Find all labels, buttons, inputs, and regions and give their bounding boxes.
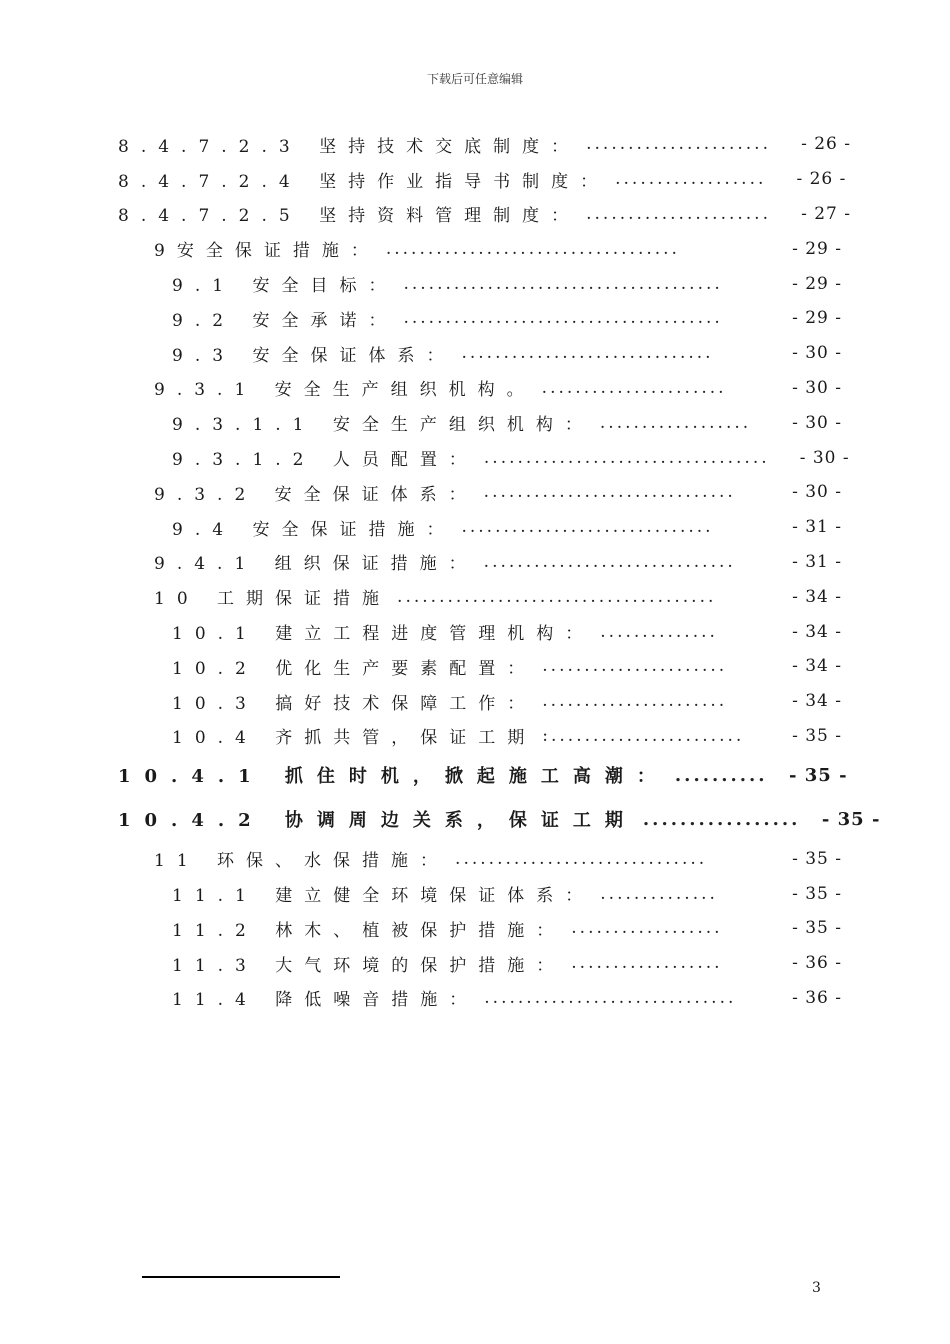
toc-entry-title: 9.2 安全承诺： xyxy=(172,310,398,331)
toc-entry-page: - 35 - xyxy=(792,848,842,869)
toc-entry-page: - 29 - xyxy=(792,238,842,259)
toc-entry[interactable] xyxy=(0,981,950,1016)
toc-entry[interactable] xyxy=(0,231,950,266)
toc-entry[interactable] xyxy=(0,440,950,475)
toc-entry-leader: .............................. xyxy=(461,517,714,538)
toc-entry-page: - 30 - xyxy=(799,447,850,468)
page-number: 3 xyxy=(812,1280,821,1296)
toc-entry-leader: :....................... xyxy=(542,725,745,746)
toc-entry-leader: ...................................... xyxy=(403,308,723,329)
toc-entry-leader: ...................... xyxy=(586,134,771,155)
toc-entry-page: - 31 - xyxy=(792,551,842,572)
toc-entry-leader: ...................................... xyxy=(397,586,717,607)
toc-entry-page: - 30 - xyxy=(792,412,842,433)
toc-entry-page: - 34 - xyxy=(792,586,842,607)
table-of-contents xyxy=(0,127,950,1015)
toc-entry-page: - 35 - xyxy=(789,764,848,786)
toc-entry-page: - 35 - xyxy=(792,918,842,939)
toc-entry-title: 9.1 安全目标： xyxy=(172,276,398,297)
toc-entry-title: 10 工期保证措施 xyxy=(154,589,392,610)
toc-entry-title: 11 环保、水保措施： xyxy=(154,851,450,872)
toc-entry-title: 9.3.1.1 安全生产组织机构： xyxy=(172,415,594,436)
toc-entry-leader: .................. xyxy=(571,918,723,939)
toc-entry-leader: .............................. xyxy=(484,987,737,1008)
toc-entry-leader: ...................... xyxy=(586,203,771,224)
toc-entry[interactable] xyxy=(0,127,950,162)
toc-entry-page: - 29 - xyxy=(792,308,842,329)
page-header: 下载后可任意编辑 xyxy=(426,72,523,86)
toc-entry-leader: .............. xyxy=(600,883,718,904)
toc-entry[interactable] xyxy=(0,684,950,719)
toc-entry[interactable] xyxy=(0,911,950,946)
toc-entry-leader: .............................. xyxy=(455,848,708,869)
toc-entry[interactable] xyxy=(0,614,950,649)
toc-entry[interactable] xyxy=(0,841,950,876)
toc-entry-title: 10.4 齐抓共管，保证工期 xyxy=(172,728,537,749)
toc-entry[interactable] xyxy=(0,336,950,371)
footnote-divider xyxy=(142,1276,340,1278)
toc-entry-title: 10.3 搞好技术保障工作： xyxy=(172,693,537,714)
toc-entry-leader: .............................. xyxy=(483,551,736,572)
toc-entry[interactable] xyxy=(0,719,950,754)
toc-entry[interactable] xyxy=(0,405,950,440)
toc-entry-leader: ...................... xyxy=(542,691,728,712)
toc-entry-page: - 30 - xyxy=(792,482,842,503)
toc-entry-leader: ...................... xyxy=(541,377,727,398)
toc-entry-page: - 31 - xyxy=(792,517,842,538)
toc-entry-title: 9.4 安全保证措施： xyxy=(172,519,456,540)
toc-entry-page: - 30 - xyxy=(792,343,842,364)
toc-entry-title: 9.3 安全保证体系： xyxy=(172,345,456,366)
toc-entry[interactable] xyxy=(0,197,950,232)
toc-entry-title: 10.2 优化生产要素配置： xyxy=(172,658,537,679)
toc-entry-leader: ...................................... xyxy=(403,273,723,294)
toc-entry[interactable] xyxy=(0,545,950,580)
toc-entry[interactable] xyxy=(0,510,950,545)
toc-entry-page: - 34 - xyxy=(792,656,842,677)
toc-entry-leader: .............. xyxy=(600,621,718,642)
toc-entry[interactable] xyxy=(0,946,950,981)
toc-entry-title: 10.4.2 协调周边关系，保证工期 xyxy=(118,810,637,832)
toc-entry-page: - 34 - xyxy=(792,691,842,712)
toc-entry-page: - 26 - xyxy=(796,169,847,190)
toc-entry[interactable] xyxy=(0,579,950,614)
toc-entry[interactable] xyxy=(0,301,950,336)
toc-entry[interactable] xyxy=(0,266,950,301)
toc-entry-page: - 34 - xyxy=(792,621,842,642)
toc-entry-title: 11.1 建立健全环境保证体系： xyxy=(172,886,595,907)
toc-entry-page: - 29 - xyxy=(792,273,842,294)
toc-entry-title: 8.4.7.2.4 坚持作业指导书制度： xyxy=(118,171,610,192)
toc-entry-leader: ................. xyxy=(642,808,801,830)
toc-entry-leader: .................. xyxy=(599,412,752,433)
toc-entry-title: 10.4.1 抓住时机，掀起施工高潮： xyxy=(118,766,669,788)
toc-entry-leader: .............................. xyxy=(483,482,736,503)
toc-entry-leader: .............................. xyxy=(461,343,714,364)
toc-entry-title: 9.3.1 安全生产组织机构。 xyxy=(154,380,536,401)
toc-entry[interactable] xyxy=(0,162,950,197)
toc-entry-title: 9.3.1.2 人员配置： xyxy=(172,450,478,471)
toc-entry[interactable] xyxy=(0,797,950,841)
toc-entry-title: 10.1 建立工程进度管理机构： xyxy=(172,624,595,645)
toc-entry-leader: .......... xyxy=(674,764,768,786)
toc-entry-page: - 30 - xyxy=(792,377,842,398)
toc-entry-leader: ................................... xyxy=(385,238,680,259)
toc-entry-leader: .................. xyxy=(615,169,767,190)
toc-entry[interactable] xyxy=(0,649,950,684)
toc-entry[interactable] xyxy=(0,876,950,911)
toc-entry-page: - 35 - xyxy=(821,808,881,830)
toc-entry-leader: ...................... xyxy=(542,656,728,677)
toc-entry-title: 11.4 降低噪音措施： xyxy=(172,990,479,1011)
toc-entry-title: 11.2 林木、植被保护措施： xyxy=(172,920,566,941)
toc-entry-title: 8.4.7.2.3 坚持技术交底制度： xyxy=(118,136,581,157)
toc-entry-page: - 36 - xyxy=(792,953,842,974)
toc-entry-title: 11.3 大气环境的保护措施： xyxy=(172,955,566,976)
toc-entry-page: - 27 - xyxy=(801,203,851,224)
toc-entry-leader: .................................. xyxy=(483,447,770,468)
toc-entry-page: - 26 - xyxy=(801,134,851,155)
toc-entry-page: - 35 - xyxy=(792,883,842,904)
toc-entry[interactable] xyxy=(0,753,950,797)
toc-entry-page: - 35 - xyxy=(792,725,842,746)
toc-entry-title: 9安全保证措施： xyxy=(154,241,380,262)
toc-entry-title: 8.4.7.2.5 坚持资料管理制度： xyxy=(118,206,581,227)
toc-entry-title: 9.4.1 组织保证措施： xyxy=(154,554,478,575)
toc-entry[interactable] xyxy=(0,371,950,406)
toc-entry-page: - 36 - xyxy=(792,987,842,1008)
toc-entry-title: 9.3.2 安全保证体系： xyxy=(154,484,478,505)
toc-entry[interactable] xyxy=(0,475,950,510)
toc-entry-leader: .................. xyxy=(571,953,723,974)
